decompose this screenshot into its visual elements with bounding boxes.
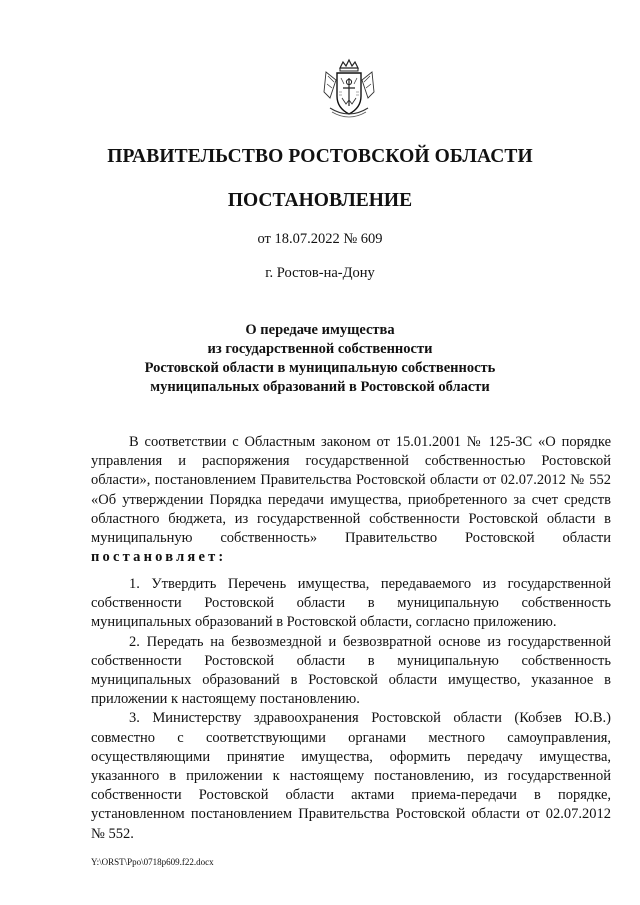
coat-of-arms-icon [316, 58, 382, 124]
resolution-item: 1. Утвердить Перечень имущества, передаваемого из государственной собственности Ростовской области в муниципальную собственность муниципальных образований в Ростовской области, согласно приложению. [91, 576, 611, 631]
subject-line: Ростовской области в муниципальную собственность [144, 360, 496, 376]
preamble [91, 433, 611, 567]
resolution-items [91, 575, 611, 844]
government-title: ПРАВИТЕЛЬСТВО РОСТОВСКОЙ ОБЛАСТИ [107, 146, 533, 167]
subject-line: муниципальных образований в Ростовской области [150, 379, 490, 395]
resolution-item: 2. Передать на безвозмездной и безвозвратной основе из государственной собственности Ростовской области в муниципальную собственность муниципальных образований в Ростовской области имущество, указанное в приложении к настоящему постановлению. [91, 633, 611, 708]
subject-line: О передаче имущества [245, 322, 395, 338]
document-date-number: от 18.07.2022 № 609 [257, 231, 383, 247]
preamble-paragraph [91, 433, 611, 567]
decree-word: постановляет: [91, 549, 227, 566]
document-subject [0, 321, 640, 397]
document-type: ПОСТАНОВЛЕНИЕ [227, 190, 413, 211]
preamble-text: В соответствии с Областным законом от 15.01.2001 № 125-ЗС «О порядке управления и распоряжения государственной собственностью Ростовской области», постановлением Правительства Ростовской области от 02.07.2012 № 552 «Об утверждении Порядка передачи имущества, приобретенного за счет средств областного бюджета, из государственной собственности Ростовской области в муниципальную собственность» Правительство Ростовской области [91, 434, 611, 547]
document-city: г. Ростов-на-Дону [265, 265, 375, 281]
resolution-item: 3. Министерству здравоохранения Ростовской области (Кобзев Ю.В.) совместно с соответствующими органами местного самоуправления, осуществляющими принятие имущества, оформить передачу имущества, указанного в приложении к настоящему постановлению, из государственной собственности Ростовской области актами приема-передачи в порядке, установленном постановлением Правительства Ростовской области от 02.07.2012 № 552. [91, 710, 611, 842]
subject-line: из государственной собственности [207, 341, 433, 357]
file-path-footer: Y:\ORST\Ppo\0718p609.f22.docx [91, 857, 214, 867]
